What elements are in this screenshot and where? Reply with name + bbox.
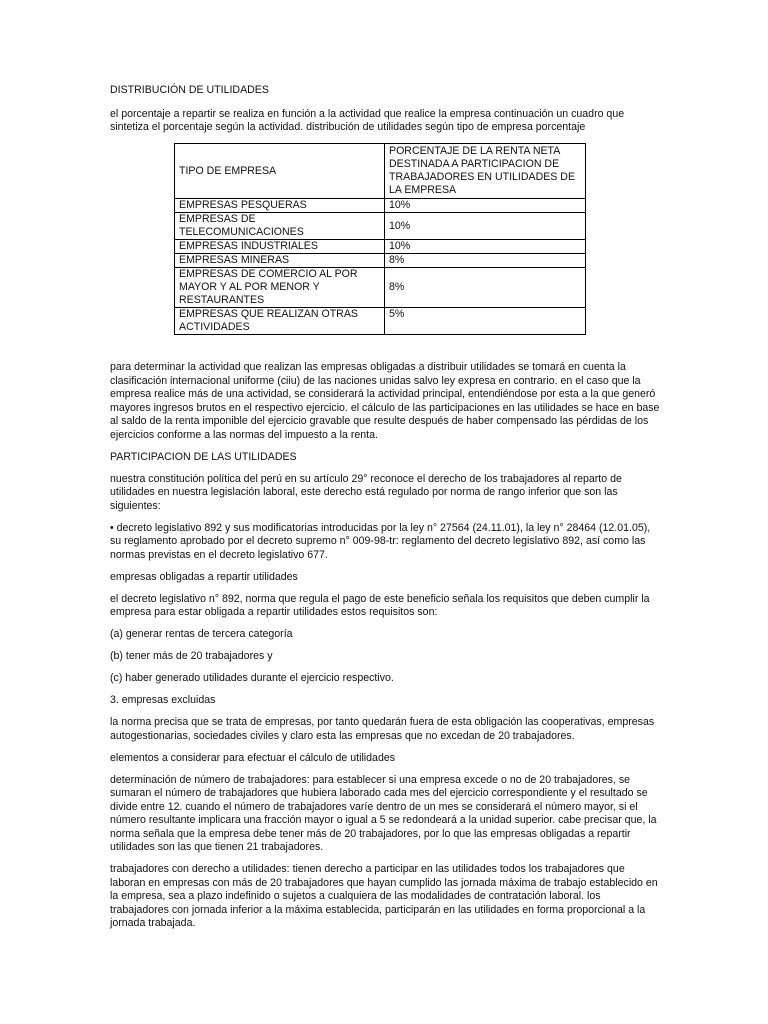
table-row (175, 199, 586, 213)
table-cell-porcentaje: 8% (385, 268, 586, 308)
table-cell-porcentaje: 10% (385, 213, 586, 240)
document-body (110, 84, 662, 939)
requisito-a: (a) generar rentas de tercera categoría (110, 628, 293, 640)
table-cell-porcentaje: 5% (385, 308, 586, 335)
table-row (175, 213, 586, 240)
table-cell-tipo: EMPRESAS DE COMERCIO AL POR MAYOR Y AL POR MENOR Y RESTAURANTES (175, 268, 385, 308)
table-cell-tipo: EMPRESAS INDUSTRIALES (175, 240, 385, 254)
table-cell-porcentaje: 8% (385, 254, 586, 268)
table-cell-porcentaje: 10% (385, 240, 586, 254)
table-header-porcentaje: PORCENTAJE DE LA RENTA NETA DESTINADA A PARTICIPACION DE TRABAJADORES EN UTILIDADES DE LA EMPRESA (385, 144, 586, 199)
subheading-elementos-calculo: elementos a considerar para efectuar el cálculo de utilidades (110, 751, 396, 764)
paragraph-numero-trabajadores: determinación de número de trabajadores: para establecer si una empresa excede o no de 20 trabajadores, se sumaran el número de trabajadores que hubiera laborado cada mes del ejercicio correspondiente y el resultado se divide entre 12. cuando el número de trabajadores varíe dentro de un mes se considerará el número mayor, si el número resultante implicara una fracción mayor o igual a 5 se redondeará a la unidad superior. cabe precisar que, la norma señala que la empresa debe tener más de 20 trabajadores, por lo que las empresas obligadas a repartir utilidades son las que tienen 21 trabajadores. (110, 773, 657, 853)
requisito-c: (c) haber generado utilidades durante el ejercicio respectivo. (110, 672, 394, 684)
document-heading: DISTRIBUCIÓN DE UTILIDADES (110, 84, 269, 96)
table-cell-tipo: EMPRESAS DE TELECOMUNICACIONES (175, 213, 385, 240)
table-row (175, 308, 586, 335)
table-header-row (175, 144, 586, 199)
table-cell-tipo: EMPRESAS PESQUERAS (175, 199, 385, 213)
table-header-tipo: TIPO DE EMPRESA (175, 144, 385, 199)
subheading-empresas-obligadas: empresas obligadas a repartir utilidades (110, 570, 298, 583)
subheading-empresas-excluidas: 3. empresas excluidas (110, 694, 216, 706)
table-cell-tipo: EMPRESAS MINERAS (175, 254, 385, 268)
table-row (175, 268, 586, 308)
section-heading-participacion: PARTICIPACION DE LAS UTILIDADES (110, 450, 297, 463)
table-row (175, 240, 586, 254)
requisito-b: (b) tener más de 20 trabajadores y (110, 650, 273, 662)
table-row (175, 254, 586, 268)
paragraph-actividad: para determinar la actividad que realizan las empresas obligadas a distribuir utilidades se tomará en cuenta la clasificación internacional uniforme (ciiu) de las naciones unidas salvo ley expresa en contrario. en el caso que la empresa realice más de una actividad, se considerará la actividad principal, entendiéndose por esta a la que generó mayores ingresos brutos en el respectivo ejercicio. el cálculo de las participaciones en las utilidades se hace en base al saldo de la renta imponible del ejercicio gravable que resulte después de haber compensado las pérdidas de los ejercicios conforme a las normas del impuesto a la renta. (110, 361, 660, 441)
distribution-table (174, 143, 586, 335)
table-cell-tipo: EMPRESAS QUE REALIZAN OTRAS ACTIVIDADES (175, 308, 385, 335)
paragraph-trabajadores-derecho: trabajadores con derecho a utilidades: tienen derecho a participar en las utilidades todos los trabajadores que laboran en empresas con más de 20 trabajadores que hayan cumplido las jornada máxima de trabajo establecido en la empresa, sea a plazo indefinido o sujetos a cualquiera de las modalidades de contratación laboral. los trabajadores con jornada inferior a la máxima establecida, participarán en las utilidades en forma proporcional a la jornada trabajada. (110, 863, 658, 929)
intro-paragraph: el porcentaje a repartir se realiza en función a la actividad que realice la empresa continuación un cuadro que sintetiza el porcentaje según la actividad. distribución de utilidades según tipo de empresa porcentaje (110, 107, 625, 133)
paragraph-exclusiones: la norma precisa que se trata de empresas, por tanto quedarán fuera de esta obligación las cooperativas, empresas autogestionarias, sociedades civiles y claro esta las empresas que no excedan de 20 trabajadores. (110, 716, 655, 742)
bullet-decreto-legislativo: • decreto legislativo 892 y sus modificatorias introducidas por la ley n° 27564 (24.11.01), la ley n° 28464 (12.01.05), su reglamento aprobado por el decreto supremo n° 009-98-tr: reglamento del decreto legislativo 892, así como las normas previstas en el decreto legislativo 677. (110, 521, 651, 561)
paragraph-constitucion: nuestra constitución política del perú en su artículo 29° reconoce el derecho de los trabajadores al reparto de utilidades en nuestra legislación laboral, este derecho está regulado por norma de rango inferior que son las siguientes: (110, 472, 622, 512)
paragraph-requisitos: el decreto legislativo n° 892, norma que regula el pago de este beneficio señala los requisitos que deben cumplir la empresa para estar obligada a repartir utilidades estos requisitos son: (110, 592, 650, 618)
table-cell-porcentaje: 10% (385, 199, 586, 213)
